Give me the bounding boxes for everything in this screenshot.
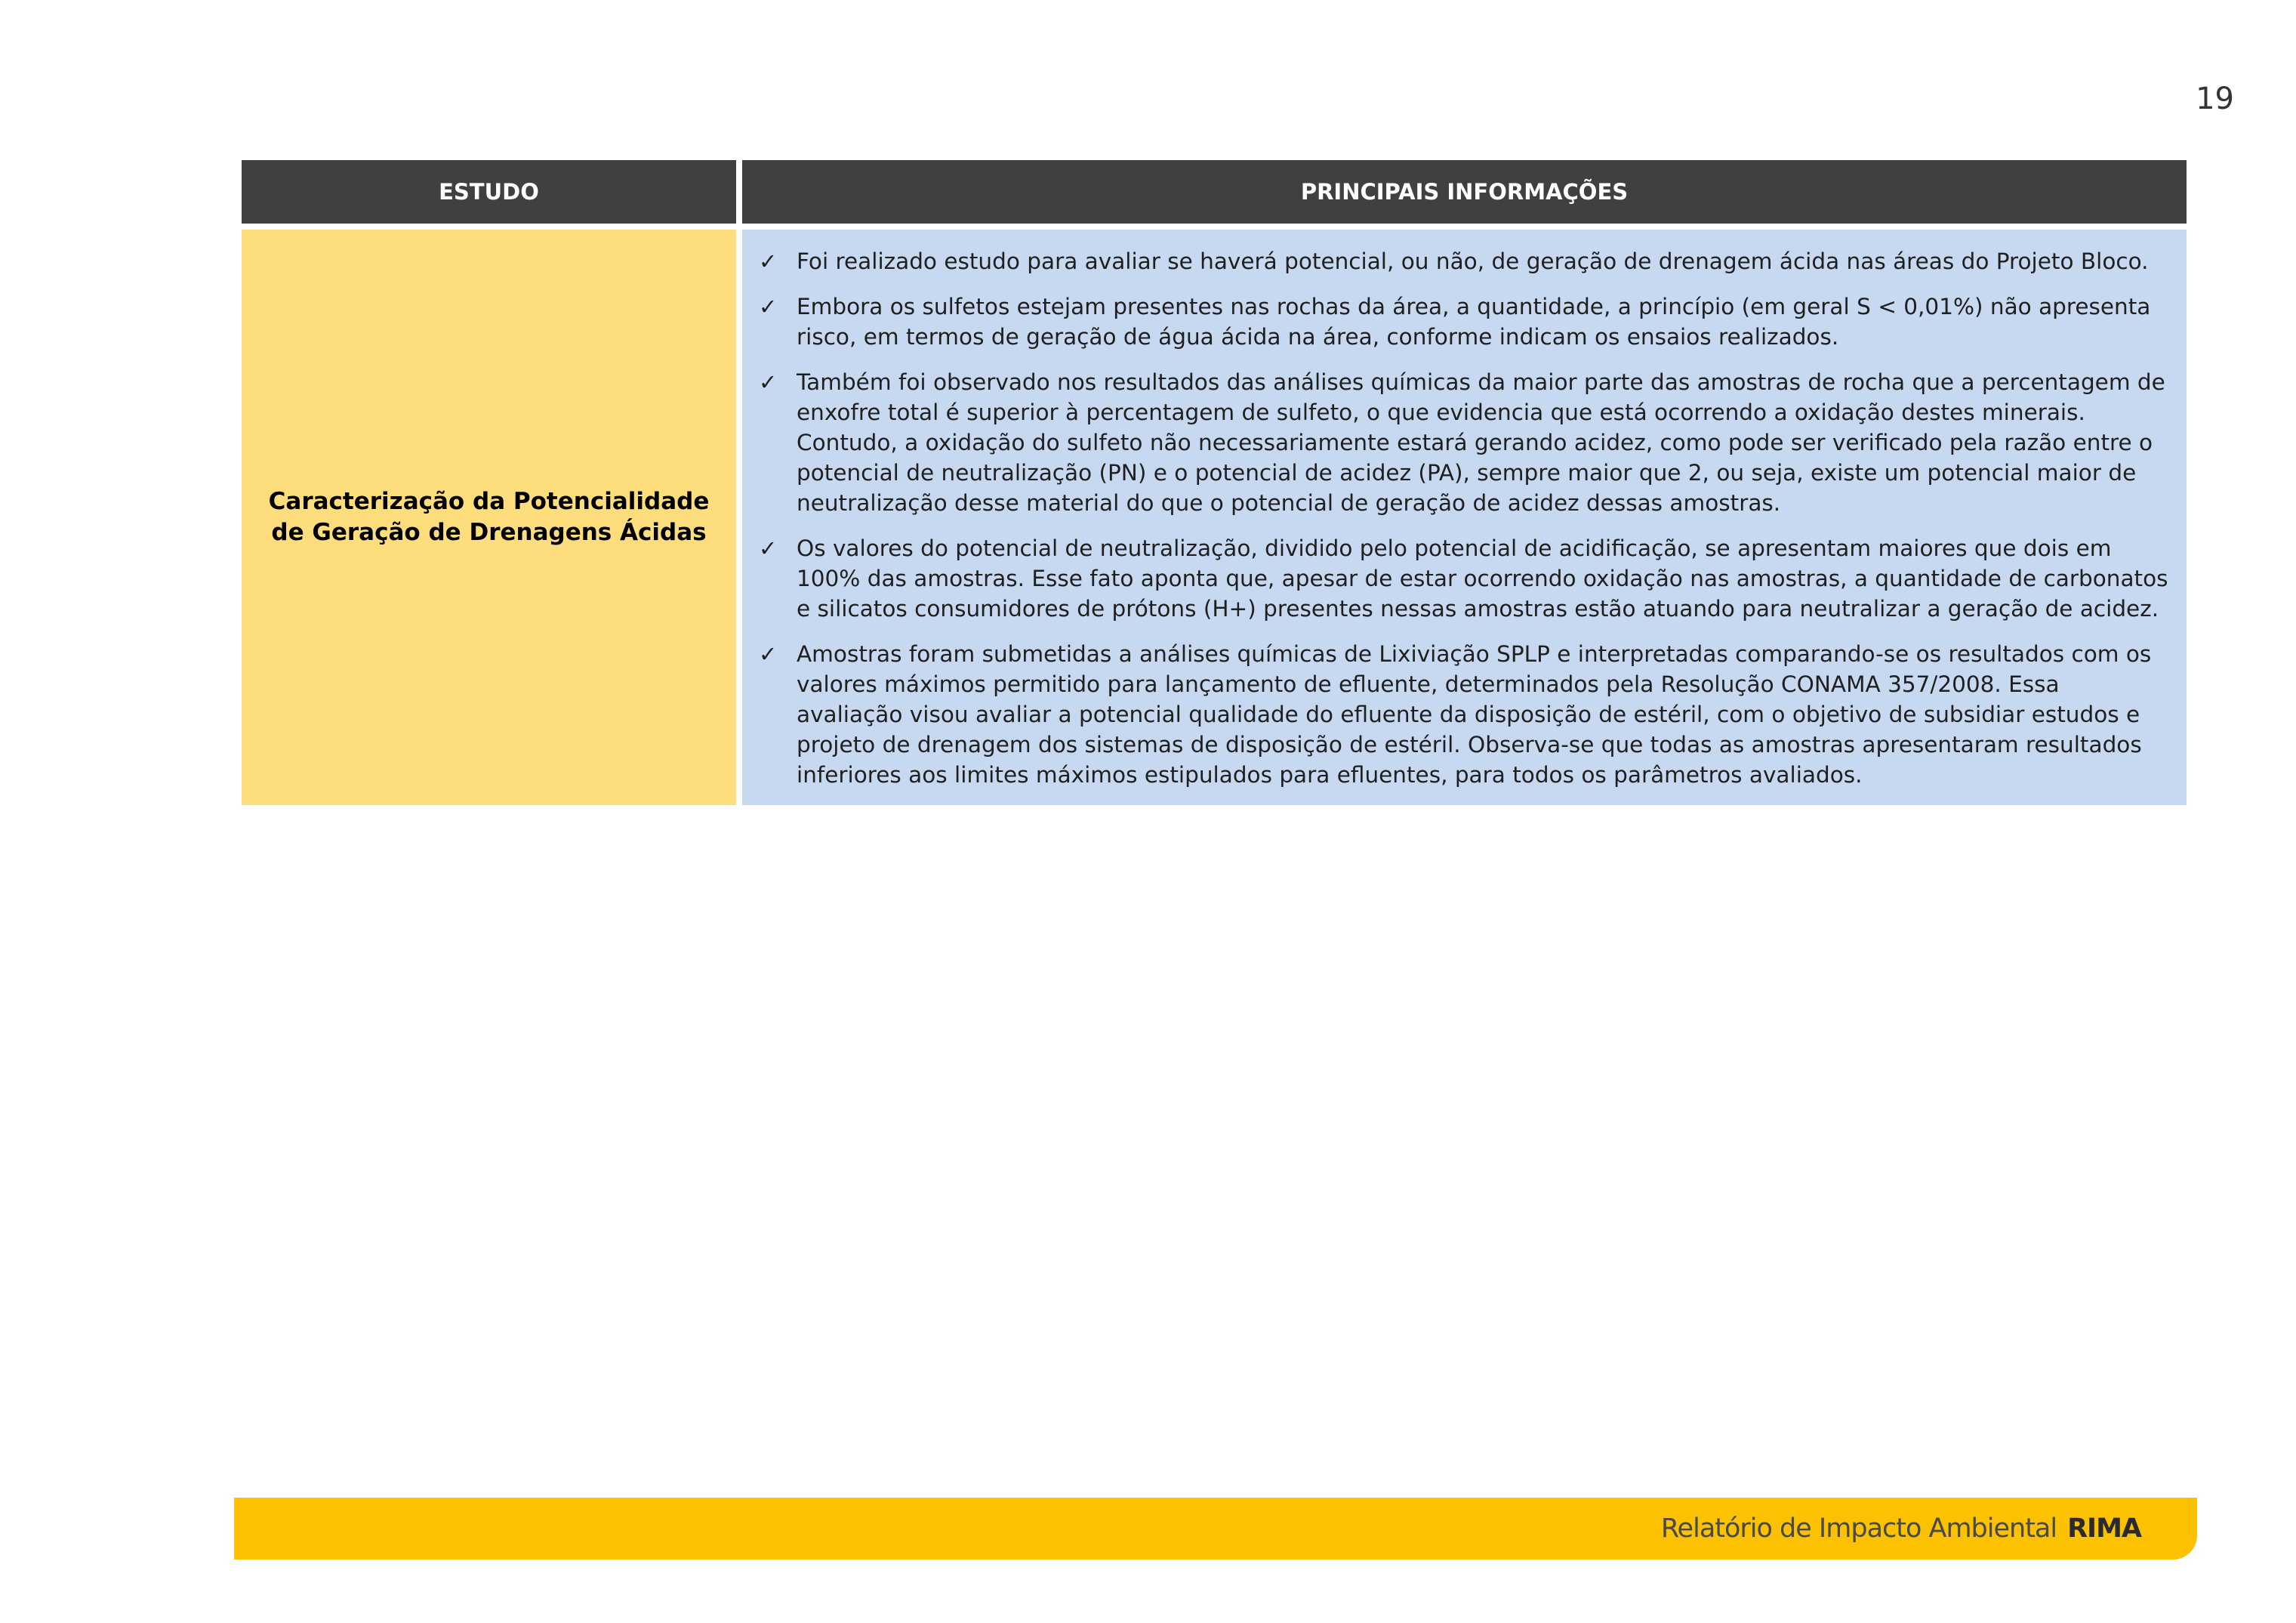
header-info: PRINCIPAIS INFORMAÇÕES [742, 160, 2187, 224]
list-item [759, 639, 2170, 790]
info-cell [742, 230, 2187, 805]
info-list [759, 246, 2170, 790]
footer-acronym: RIMA [2067, 1513, 2141, 1544]
list-item [759, 367, 2170, 518]
check-icon: ✓ [759, 294, 778, 319]
list-item-text: Foi realizado estudo para avaliar se haverá potencial, ou não, de geração de drenagem ácida nas áreas do Projeto Bloco. [797, 248, 2149, 274]
list-item-text: Embora os sulfetos estejam presentes nas rochas da área, a quantidade, a princípio (em geral S < 0,01%) não apresenta risco, em termos de geração de água ácida na área, conforme indicam os ensaios realizados. [797, 294, 2151, 350]
page-number: 19 [2196, 82, 2234, 116]
footer-label [1661, 1513, 2141, 1544]
list-item-text: Amostras foram submetidas a análises químicas de Lixiviação SPLP e interpretadas comparando-se os resultados com os valores máximos permitido para lançamento de efluente, determinados pela Resolução CONAMA 357/2008. Essa avaliação visou avaliar a potencial qualidade do efluente da disposição de estéril, com o objetivo de subsidiar estudos e projeto de drenagem dos sistemas de disposição de estéril. Observa-se que todas as amostras apresentaram resultados inferiores aos limites máximos estipulados para efluentes, para todos os parâmetros avaliados. [797, 641, 2152, 788]
footer-title: Relatório de Impacto Ambiental [1660, 1513, 2057, 1544]
check-icon: ✓ [759, 248, 778, 274]
check-icon: ✓ [759, 535, 778, 561]
list-item [759, 246, 2170, 276]
list-item-text: Os valores do potencial de neutralização, dividido pelo potencial de acidificação, se apresentam maiores que dois em 100% das amostras. Esse fato aponta que, apesar de estar ocorrendo oxidação nas amostras, a quantidade de carbonatos e silicatos consumidores de prótons (H+) presentes nessas amostras estão atuando para neutralizar a geração de acidez. [797, 535, 2168, 622]
list-item [759, 533, 2170, 624]
footer-band [234, 1498, 2197, 1560]
check-icon: ✓ [759, 641, 778, 667]
header-study: ESTUDO [242, 160, 736, 224]
list-item-text: Também foi observado nos resultados das análises químicas da maior parte das amostras de rocha que a percentagem de enxofre total é superior à percentagem de sulfeto, o que evidencia que está ocorrendo a oxidação destes minerais. Contudo, a oxidação do sulfeto não necessariamente estará gerando acidez, como pode ser verificado pela razão entre o potencial de neutralização (PN) e o potencial de acidez (PA), sempre maior que 2, ou seja, existe um potencial maior de neutralização desse material do que o potencial de geração de acidez dessas amostras. [797, 369, 2165, 516]
study-title: Caracterização da Potencialidade de Geração de Drenagens Ácidas [242, 230, 736, 805]
studies-table [236, 154, 2193, 811]
check-icon: ✓ [759, 369, 778, 395]
table-header-row [242, 160, 2187, 224]
list-item [759, 292, 2170, 352]
table-row [242, 230, 2187, 805]
